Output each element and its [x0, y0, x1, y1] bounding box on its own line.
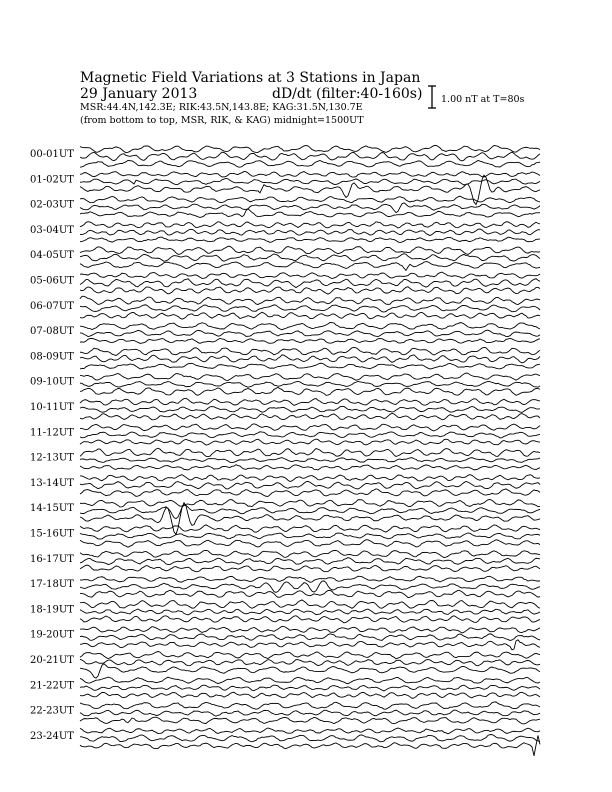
trace-msr: [80, 312, 540, 319]
scale-bar: [428, 86, 436, 108]
trace-msr: [80, 664, 540, 678]
trace-msr: [80, 616, 540, 623]
trace-kag: [80, 246, 540, 254]
trace-kag: [80, 373, 540, 380]
trace-kag: [80, 272, 540, 278]
trace-kag: [80, 728, 540, 734]
trace-msr: [80, 465, 540, 470]
hour-label: 13-14UT: [30, 477, 74, 489]
trace-msr: [80, 489, 540, 497]
trace-rik: [80, 178, 540, 185]
trace-kag: [80, 322, 540, 329]
trace-rik: [80, 406, 540, 412]
trace-kag: [80, 145, 540, 152]
trace-kag: [80, 702, 540, 709]
trace-rik: [80, 735, 540, 743]
scale-bar-label: 1.00 nT at T=80s: [441, 94, 525, 105]
trace-kag: [80, 171, 540, 177]
trace-msr: [80, 735, 540, 755]
trace-msr: [80, 540, 540, 548]
trace-rik: [80, 432, 540, 438]
trace-msr: [80, 640, 540, 650]
trace-rik: [80, 355, 540, 363]
trace-rik: [80, 254, 540, 262]
trace-msr: [80, 338, 540, 343]
trace-kag: [80, 448, 540, 456]
trace-msr: [80, 237, 540, 242]
trace-msr: [80, 160, 540, 167]
trace-rik: [80, 458, 540, 463]
hour-label: 00-01UT: [30, 149, 74, 160]
trace-kag: [80, 576, 540, 582]
trace-rik: [80, 279, 540, 288]
trace-kag: [80, 677, 540, 684]
station-list: MSR:44.4N,142.3E; RIK:43.5N,143.8E; KAG:31.5N,130.7E: [80, 102, 363, 113]
trace-kag: [80, 550, 540, 557]
trace-rik: [80, 152, 540, 161]
hour-label: 20-21UT: [30, 655, 74, 666]
hour-label: 01-02UT: [30, 174, 74, 186]
hour-label: 07-08UT: [30, 326, 74, 338]
hour-label: 10-11UT: [30, 402, 74, 413]
hour-label: 02-03UT: [30, 199, 74, 211]
hour-label: 04-05UT: [30, 250, 74, 262]
trace-kag: [80, 196, 540, 203]
hour-label: 14-15UT: [30, 503, 74, 515]
trace-rik: [80, 533, 540, 539]
trace-kag: [80, 475, 540, 482]
hour-label: 18-19UT: [30, 604, 74, 616]
hour-label: 16-17UT: [30, 553, 74, 565]
hour-label: 08-09UT: [30, 351, 74, 363]
trace-rik: [80, 481, 540, 489]
station-order-note: (from bottom to top, MSR, RIK, & KAG) midnight=1500UT: [80, 115, 364, 126]
trace-msr: [80, 262, 540, 271]
trace-msr: [80, 387, 540, 395]
hour-label: 11-12UT: [30, 427, 74, 439]
hour-label: 09-10UT: [30, 376, 74, 388]
trace-rik: [80, 381, 540, 387]
trace-rik: [80, 685, 540, 691]
trace-rik: [80, 330, 540, 336]
trace-kag: [80, 296, 540, 304]
hour-label: 17-18UT: [30, 579, 74, 591]
trace-kag: [80, 500, 540, 507]
trace-kag: [80, 600, 540, 608]
hour-label: 12-13UT: [30, 452, 74, 464]
chart-component: dD/dt (filter:40-160s): [272, 86, 423, 102]
hour-label: 15-16UT: [30, 528, 74, 540]
trace-msr: [80, 363, 540, 369]
trace-msr: [80, 413, 540, 419]
trace-rik: [80, 609, 540, 615]
hour-label: 06-07UT: [30, 300, 74, 312]
trace-msr: [80, 717, 540, 724]
trace-msr: [80, 209, 540, 218]
trace-kag: [80, 398, 540, 405]
trace-kag: [80, 525, 540, 532]
trace-msr: [80, 692, 540, 698]
hour-label: 03-04UT: [30, 224, 74, 236]
trace-kag: [80, 626, 540, 633]
trace-rik: [80, 505, 540, 518]
hour-label: 05-06UT: [30, 275, 74, 287]
hour-label: 22-23UT: [30, 705, 74, 717]
chart-date: 29 January 2013: [80, 86, 198, 102]
trace-rik: [80, 305, 540, 312]
trace-msr: [80, 287, 540, 294]
trace-kag: [80, 652, 540, 659]
trace-rik: [80, 634, 540, 641]
trace-msr: [80, 439, 540, 445]
hour-label: 19-20UT: [30, 629, 74, 641]
trace-kag: [80, 424, 540, 431]
trace-msr: [80, 565, 540, 571]
trace-rik: [80, 659, 540, 665]
trace-rik: [80, 229, 540, 236]
trace-kag: [80, 347, 540, 355]
chart-title: Magnetic Field Variations at 3 Stations in Japan: [80, 70, 421, 86]
hour-label: 23-24UT: [30, 730, 74, 742]
trace-rik: [80, 558, 540, 565]
trace-msr: [80, 590, 540, 597]
hour-label: 21-22UT: [30, 680, 74, 692]
trace-rik: [80, 710, 540, 716]
trace-kag: [80, 222, 540, 228]
